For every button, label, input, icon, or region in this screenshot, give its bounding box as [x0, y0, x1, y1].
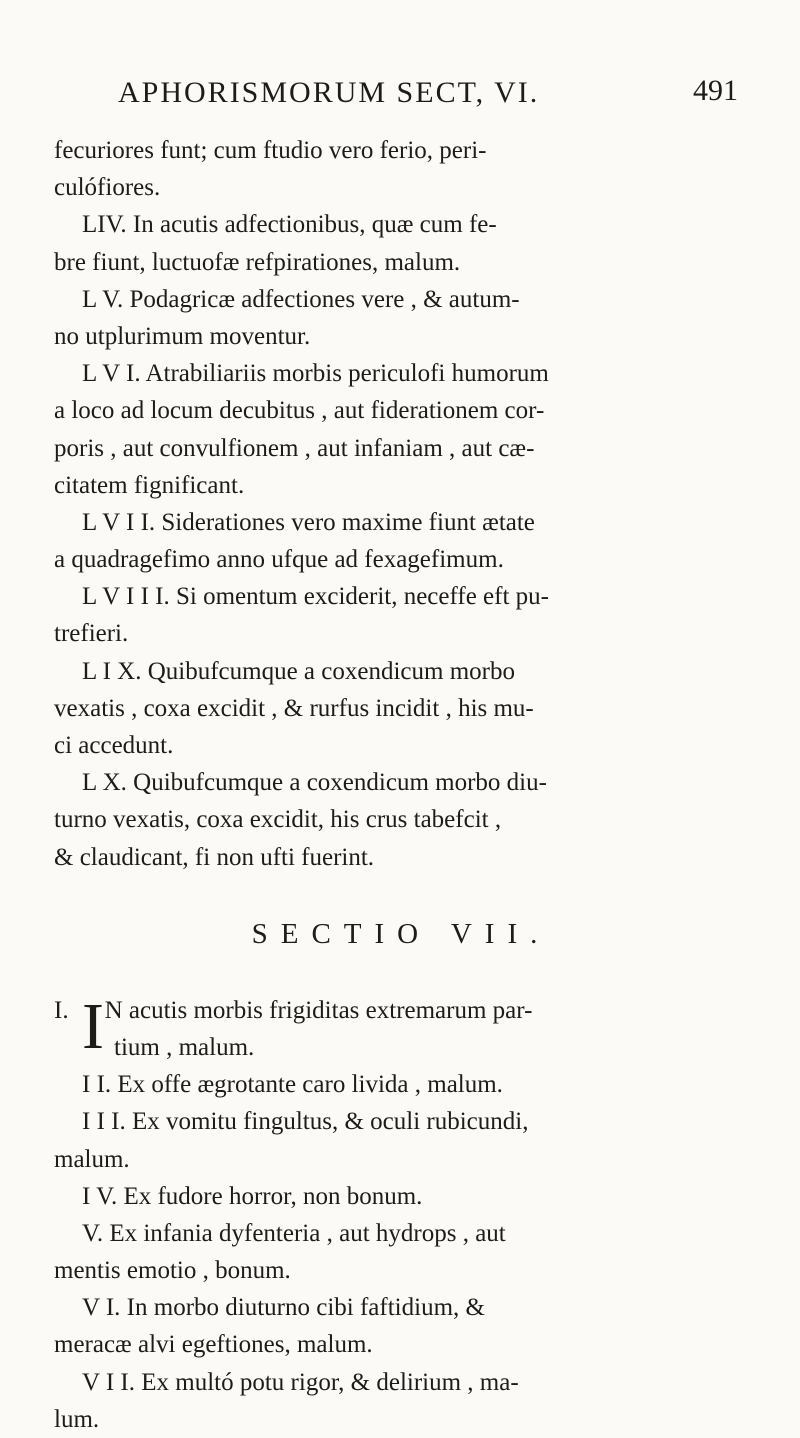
page-number: 491 [693, 74, 738, 107]
aphorism-line: no utplurimum moventur. [54, 322, 311, 350]
aphorism-line: L I X. Quibufcumque a coxendicum morbo [82, 657, 515, 685]
section-7-aphorisms [54, 1066, 748, 1438]
aphorism-line: V I I. Ex multó potu rigor, & delirium , ma- [82, 1368, 519, 1396]
aphorism-line: meracæ alvi egeftiones, malum. [54, 1331, 373, 1359]
aphorism-line: ci accedunt. [54, 732, 174, 759]
aphorism-line: I V. Ex fudore horror, non bonum. [82, 1182, 423, 1210]
running-head: APHORISMORUM SECT, VI. [118, 76, 540, 109]
aphorism-line: & claudicant, fi non ufti fuerint. [54, 843, 375, 871]
aphorism-line: L V I I. Siderationes vero maxime fiunt ætate [82, 508, 535, 536]
aphorism-line: turno vexatis, coxa excidit, his crus tabefcit , [54, 806, 502, 834]
aphorism-line: I I. Ex offe ægrotante caro livida , malum. [82, 1071, 503, 1099]
section-heading: SECTIO VII. [251, 917, 551, 950]
aphorism-line: citatem fignificant. [54, 471, 245, 499]
aphorism-line: I I I. Ex vomitu fingultus, & oculi rubicundi, [82, 1108, 529, 1136]
aphorism-text: N acutis morbis frigiditas extremarum par- [104, 996, 533, 1024]
page-header [118, 72, 738, 116]
aphorism-line: L V. Podagricæ adfectiones vere , & autum- [82, 285, 520, 313]
aphorism-line: a loco ad locum decubitus , aut fiderationem cor- [54, 397, 545, 425]
aphorism-line: L X. Quibufcumque a coxendicum morbo diu- [82, 769, 547, 797]
aphorism-line: mentis emotio , bonum. [54, 1257, 291, 1285]
aphorism-line: fecuriores funt; cum ftudio vero ferio, peri- [54, 137, 487, 164]
drop-cap: I [82, 989, 104, 1063]
section-6-aphorisms [54, 132, 748, 876]
aphorism-line: a quadragefimo anno ufque ad fexagefimum. [54, 546, 504, 574]
aphorism-line: bre fiunt, luctuofæ refpirationes, malum. [54, 248, 461, 276]
aphorism-1-block [54, 989, 748, 1066]
aphorism-line: poris , aut convulfionem , aut infaniam , aut cæ- [54, 434, 535, 462]
aphorism-line: LIV. In acutis adfectionibus, quæ cum fe- [82, 211, 497, 239]
aphorism-line: malum. [54, 1145, 130, 1173]
aphorism-line: tium , malum. [114, 1033, 255, 1061]
aphorism-line: V I. In morbo diuturno cibi faftidium, & [82, 1294, 485, 1322]
aphorism-line: culófiores. [54, 174, 161, 202]
page-body [54, 132, 748, 1438]
aphorism-numeral: I. [54, 996, 69, 1024]
aphorism-line: vexatis , coxa excidit , & rurfus incidit , his mu- [54, 694, 534, 722]
aphorism-line: L V I I I. Si omentum exciderit, neceffe eft pu- [82, 583, 549, 611]
aphorism-line: trefieri. [54, 620, 129, 648]
aphorism-line: V. Ex infania dyfenteria , aut hydrops , aut [82, 1219, 506, 1247]
aphorism-line: L V I. Atrabiliariis morbis periculofi humorum [82, 360, 549, 388]
aphorism-line: lum. [54, 1405, 100, 1433]
